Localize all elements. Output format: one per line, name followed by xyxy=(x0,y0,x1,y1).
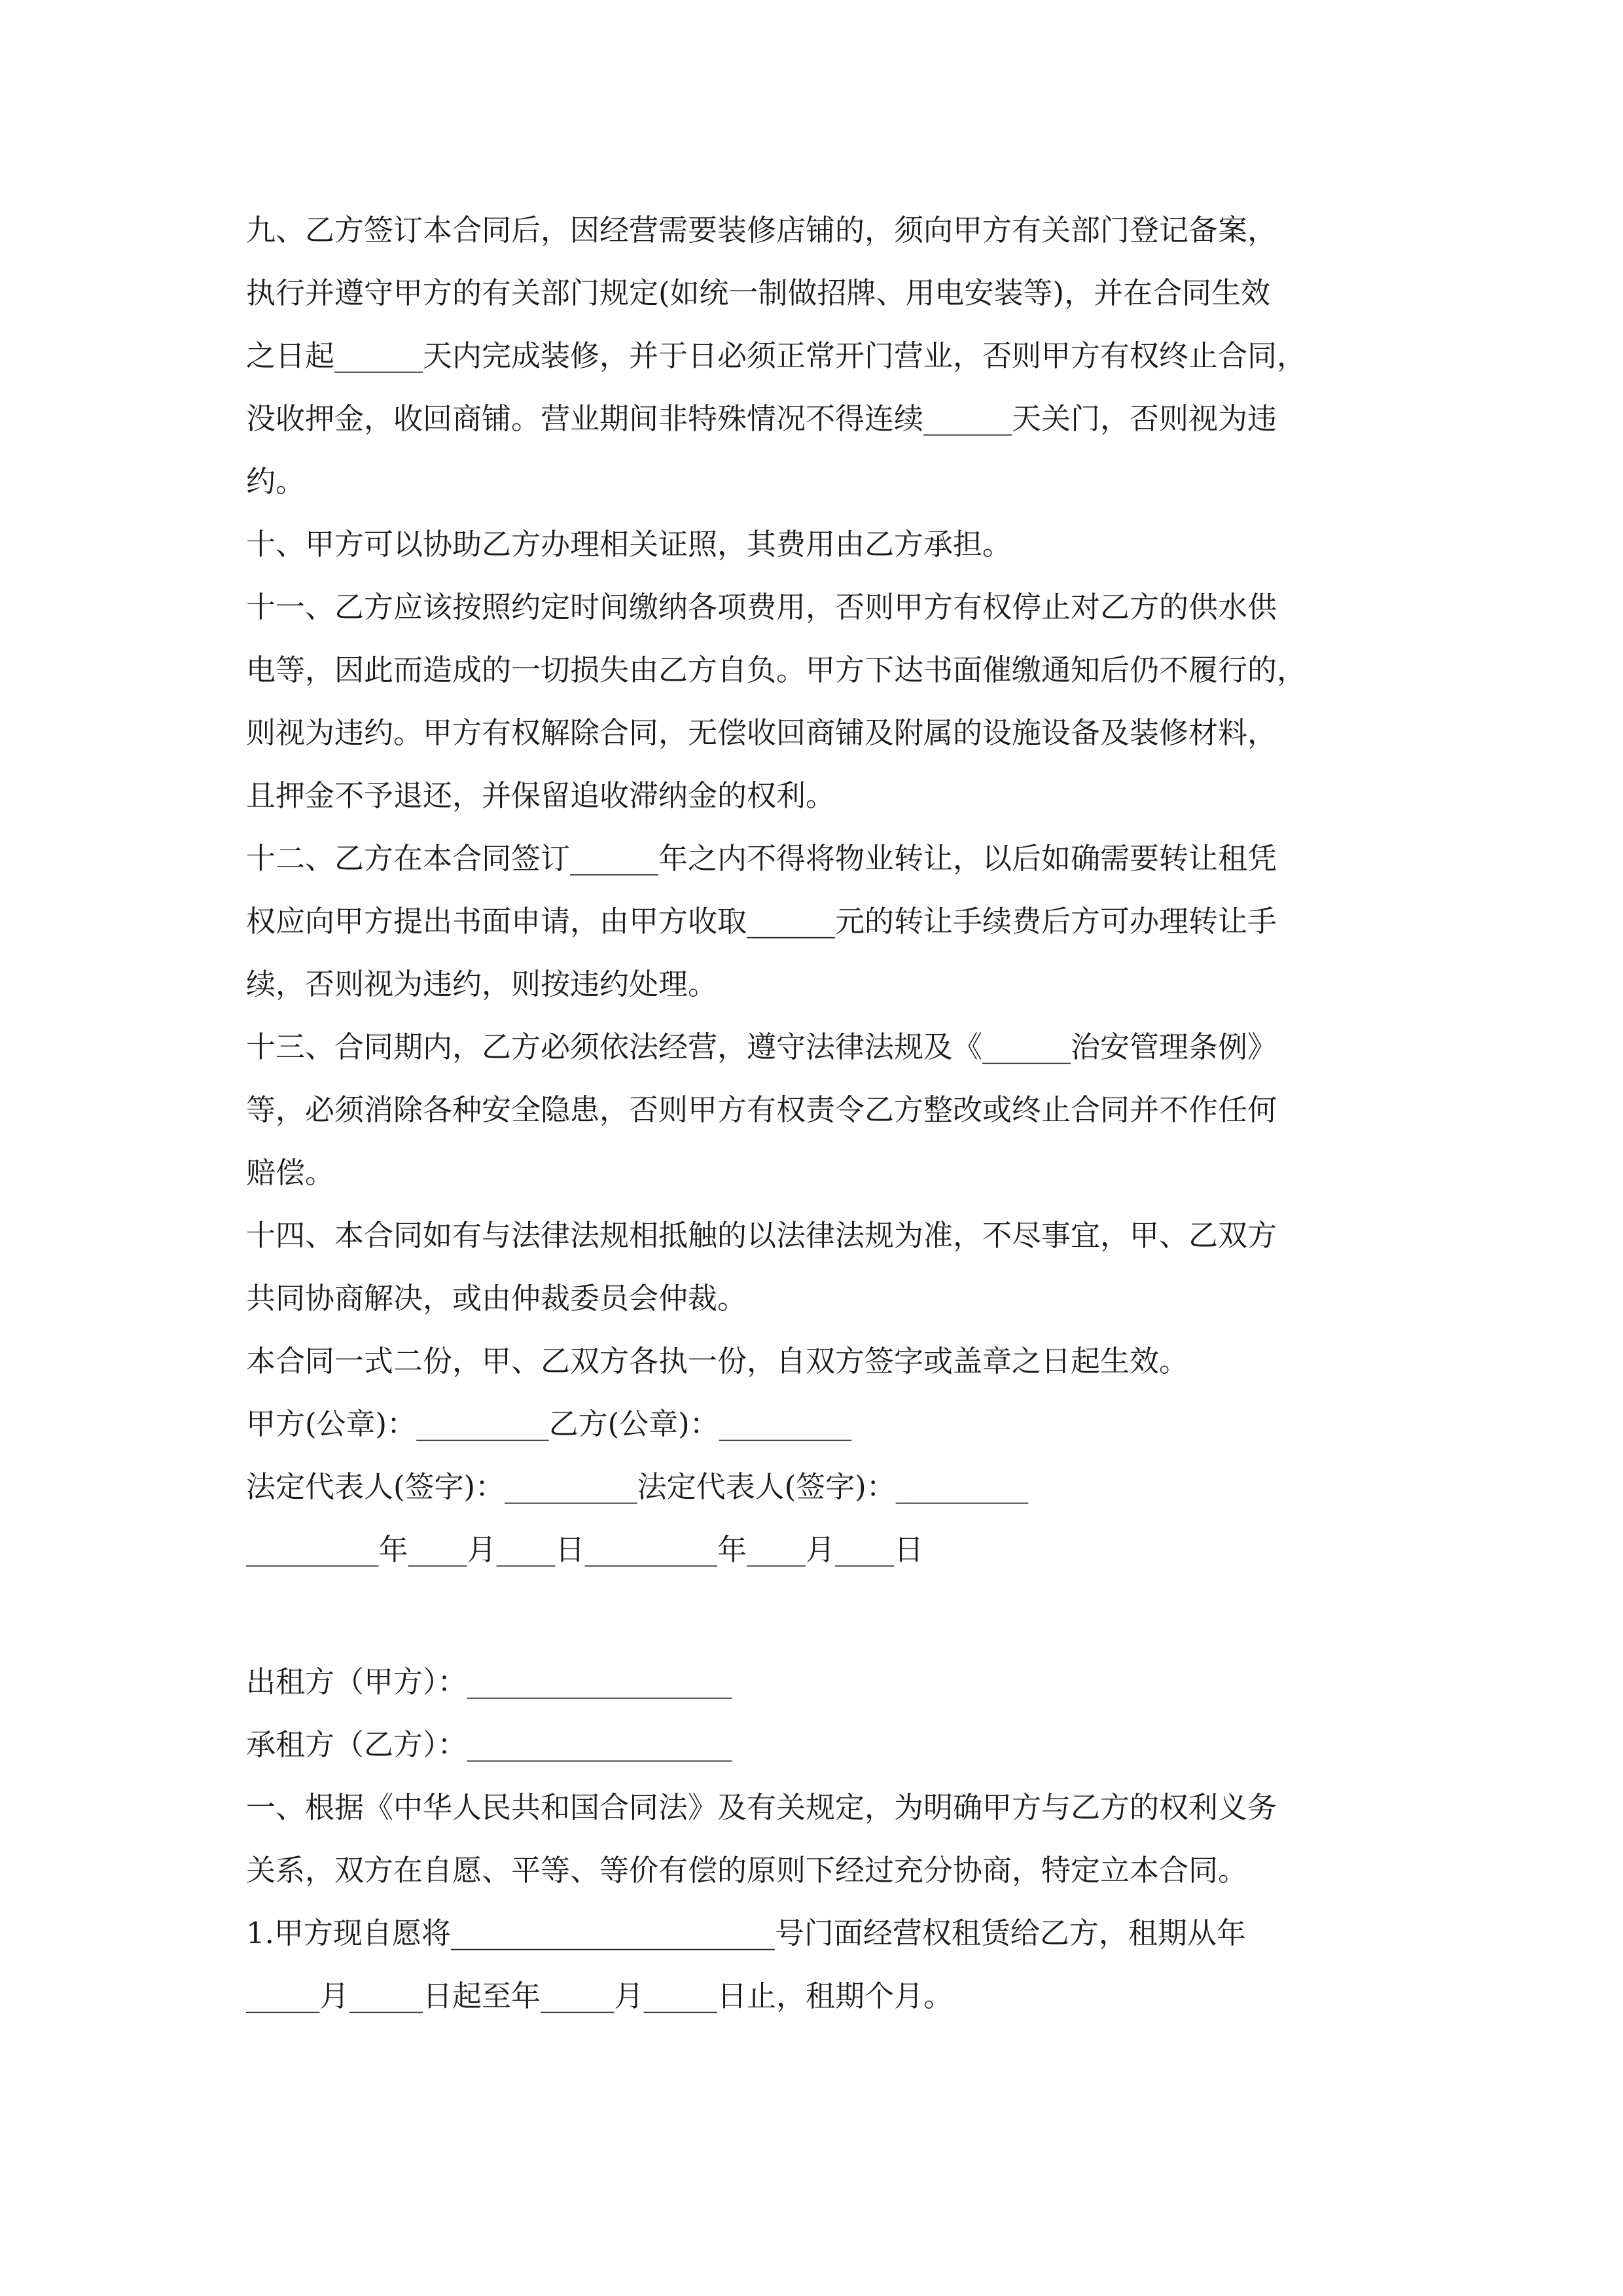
clause-9-line-2: 执行并遵守甲方的有关部门规定(如统一制做招牌、用电安装等)，并在合同生效 xyxy=(246,276,1271,310)
clause-14-line-2: 共同协商解决，或由仲裁委员会仲裁。 xyxy=(246,1281,747,1316)
clause-9-line-3: 之日起______天内完成装修，并于日必须正常开门营业，否则甲方有权终止合同， xyxy=(246,338,1307,373)
clause-12-line-2: 权应向甲方提出书面申请，由甲方收取______元的转让手续费后方可办理转让手 xyxy=(246,904,1277,939)
copies-line: 本合同一式二份，甲、乙双方各执一份，自双方签字或盖章之日起生效。 xyxy=(246,1344,1189,1378)
clause-12-line-1: 十二、乙方在本合同签订______年之内不得将物业转让，以后如确需要转让租凭 xyxy=(246,841,1277,876)
clause-14-line-1: 十四、本合同如有与法律法规相抵触的以法律法规为准，不尽事宜，甲、乙双方 xyxy=(246,1218,1277,1253)
clause-9-line-5: 约。 xyxy=(246,464,306,499)
clause-13-line-2: 等，必须消除各种安全隐患，否则甲方有权责令乙方整改或终止合同并不作任何 xyxy=(246,1092,1277,1127)
clause-11-line-2: 电等，因此而造成的一切损失由乙方自负。甲方下达书面催缴通知后仍不履行的， xyxy=(246,653,1307,687)
intro-line-1: 一、根据《中华人民共和国合同法》及有关规定，为明确甲方与乙方的权利义务 xyxy=(246,1790,1277,1825)
item-1-line-2: _____月_____日起至年_____月_____日止，租期个月。 xyxy=(246,1979,954,2013)
item-1-line-1: 1.甲方现自愿将______________________号门面经营权租赁给乙方，租期从年 xyxy=(246,1916,1246,1950)
legal-rep-line: 法定代表人(签字)：_________法定代表人(签字)：_________ xyxy=(246,1469,1029,1504)
clause-9-line-1: 九、乙方签订本合同后，因经营需要装修店铺的，须向甲方有关部门登记备案， xyxy=(246,213,1277,247)
intro-line-2: 关系，双方在自愿、平等、等价有偿的原则下经过充分协商，特定立本合同。 xyxy=(246,1853,1248,1888)
clause-9-line-4: 没收押金，收回商铺。营业期间非特殊情况不得连续______天关门，否则视为违 xyxy=(246,401,1277,436)
clause-13-line-3: 赔偿。 xyxy=(246,1155,335,1190)
clause-13-line-1: 十三、合同期内，乙方必须依法经营，遵守法律法规及《______治安管理条例》 xyxy=(246,1030,1277,1064)
clause-11-line-3: 则视为违约。甲方有权解除合同，无偿收回商铺及附属的设施设备及装修材料， xyxy=(246,715,1277,750)
lessor-line: 出租方（甲方）：__________________ xyxy=(246,1664,732,1699)
clause-10-line-1: 十、甲方可以协助乙方办理相关证照，其费用由乙方承担。 xyxy=(246,527,1012,562)
clause-11-line-4: 且押金不予退还，并保留追收滞纳金的权利。 xyxy=(246,778,836,813)
seal-line: 甲方(公章)：_________乙方(公章)：_________ xyxy=(246,1407,852,1441)
clause-11-line-1: 十一、乙方应该按照约定时间缴纳各项费用，否则甲方有权停止对乙方的供水供 xyxy=(246,590,1277,624)
clause-12-line-3: 续，否则视为违约，则按违约处理。 xyxy=(246,967,718,1001)
date-line: _________年____月____日_________年____月____日 xyxy=(246,1532,924,1567)
lessee-line: 承租方（乙方）：__________________ xyxy=(246,1727,732,1762)
